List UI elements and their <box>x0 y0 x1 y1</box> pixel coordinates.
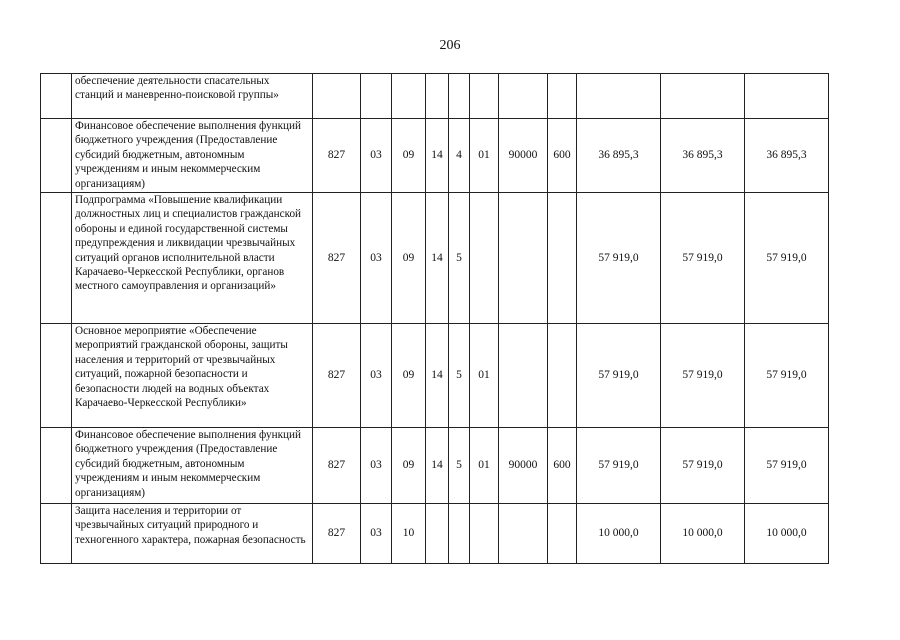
expense-type-cell <box>548 504 577 564</box>
direction-code-cell <box>499 504 548 564</box>
subsection-code-cell: 10 <box>392 504 426 564</box>
expense-type-cell <box>548 74 577 119</box>
table-row <box>41 74 829 119</box>
amount-year-2-cell: 57 919,0 <box>661 324 745 428</box>
event-code-cell: 01 <box>470 428 499 504</box>
event-code-cell: 01 <box>470 119 499 193</box>
amount-year-3-cell: 57 919,0 <box>745 428 829 504</box>
section-code-cell: 03 <box>361 428 392 504</box>
ministry-code-cell: 827 <box>313 193 361 324</box>
amount-year-2-cell: 10 000,0 <box>661 504 745 564</box>
event-code-cell: 01 <box>470 324 499 428</box>
direction-code-cell <box>499 324 548 428</box>
program-code-cell <box>426 74 449 119</box>
page-number: 206 <box>439 38 461 53</box>
subsection-code-cell: 09 <box>392 193 426 324</box>
ministry-code-cell <box>313 74 361 119</box>
amount-year-2-cell: 57 919,0 <box>661 428 745 504</box>
section-code-cell: 03 <box>361 324 392 428</box>
direction-code-cell: 90000 <box>499 119 548 193</box>
amount-year-3-cell <box>745 74 829 119</box>
subsection-code-cell <box>392 74 426 119</box>
table-row <box>41 324 829 428</box>
subsection-code-cell: 09 <box>392 324 426 428</box>
row-index-cell <box>41 74 72 119</box>
row-index-cell <box>41 504 72 564</box>
section-code-cell: 03 <box>361 504 392 564</box>
row-index-cell <box>41 119 72 193</box>
amount-year-1-cell: 10 000,0 <box>577 504 661 564</box>
amount-year-1-cell: 57 919,0 <box>577 193 661 324</box>
amount-year-2-cell: 57 919,0 <box>661 193 745 324</box>
program-code-cell: 14 <box>426 119 449 193</box>
subprogram-code-cell: 5 <box>449 428 470 504</box>
expense-type-cell: 600 <box>548 428 577 504</box>
table-row <box>41 193 829 324</box>
expense-type-cell <box>548 193 577 324</box>
amount-year-1-cell: 57 919,0 <box>577 428 661 504</box>
subprogram-code-cell <box>449 74 470 119</box>
section-code-cell: 03 <box>361 193 392 324</box>
table-row <box>41 119 829 193</box>
amount-year-1-cell: 36 895,3 <box>577 119 661 193</box>
item-name-cell: Финансовое обеспечение выполнения функций бюджетного учреждения (Предоставление субсидий бюджетным, автономным учреждениям и иным некоммерческим организациям) <box>72 428 313 504</box>
ministry-code-cell: 827 <box>313 504 361 564</box>
table-row <box>41 428 829 504</box>
row-index-cell <box>41 193 72 324</box>
program-code-cell: 14 <box>426 324 449 428</box>
section-code-cell <box>361 74 392 119</box>
program-code-cell: 14 <box>426 428 449 504</box>
amount-year-2-cell: 36 895,3 <box>661 119 745 193</box>
row-index-cell <box>41 324 72 428</box>
amount-year-3-cell: 10 000,0 <box>745 504 829 564</box>
row-index-cell <box>41 428 72 504</box>
program-code-cell <box>426 504 449 564</box>
subprogram-code-cell: 4 <box>449 119 470 193</box>
subprogram-code-cell: 5 <box>449 193 470 324</box>
ministry-code-cell: 827 <box>313 428 361 504</box>
table-row <box>41 504 829 564</box>
subsection-code-cell: 09 <box>392 119 426 193</box>
ministry-code-cell: 827 <box>313 324 361 428</box>
item-name-cell: Подпрограмма «Повышение квалификации должностных лиц и специалистов гражданской обороны и единой государственной системы предупреждения и ликвидации чрезвычайных ситуаций органов исполнительной власти Карачаево-Черкесской Республики, органов местного самоуправления и организаций» <box>72 193 313 324</box>
expense-type-cell <box>548 324 577 428</box>
amount-year-2-cell <box>661 74 745 119</box>
direction-code-cell <box>499 74 548 119</box>
event-code-cell <box>470 74 499 119</box>
item-name-cell: Финансовое обеспечение выполнения функций бюджетного учреждения (Предоставление субсидий бюджетным, автономным учреждениям и иным некоммерческим организациям) <box>72 119 313 193</box>
subsection-code-cell: 09 <box>392 428 426 504</box>
amount-year-3-cell: 36 895,3 <box>745 119 829 193</box>
subprogram-code-cell <box>449 504 470 564</box>
ministry-code-cell: 827 <box>313 119 361 193</box>
amount-year-1-cell: 57 919,0 <box>577 324 661 428</box>
expense-type-cell: 600 <box>548 119 577 193</box>
budget-table <box>40 73 829 564</box>
item-name-cell: Защита населения и территории от чрезвычайных ситуаций природного и техногенного характера, пожарная безопасность <box>72 504 313 564</box>
direction-code-cell <box>499 193 548 324</box>
item-name-cell: Основное мероприятие «Обеспечение мероприятий гражданской обороны, защиты населения и территорий от чрезвычайных ситуаций, пожарной безопасности и безопасности людей на водных объектах Карачаево-Черкесской Республики» <box>72 324 313 428</box>
amount-year-1-cell <box>577 74 661 119</box>
event-code-cell <box>470 193 499 324</box>
amount-year-3-cell: 57 919,0 <box>745 324 829 428</box>
subprogram-code-cell: 5 <box>449 324 470 428</box>
program-code-cell: 14 <box>426 193 449 324</box>
direction-code-cell: 90000 <box>499 428 548 504</box>
amount-year-3-cell: 57 919,0 <box>745 193 829 324</box>
item-name-cell: обеспечение деятельности спасательных станций и маневренно-поисковой группы» <box>72 74 313 119</box>
section-code-cell: 03 <box>361 119 392 193</box>
event-code-cell <box>470 504 499 564</box>
